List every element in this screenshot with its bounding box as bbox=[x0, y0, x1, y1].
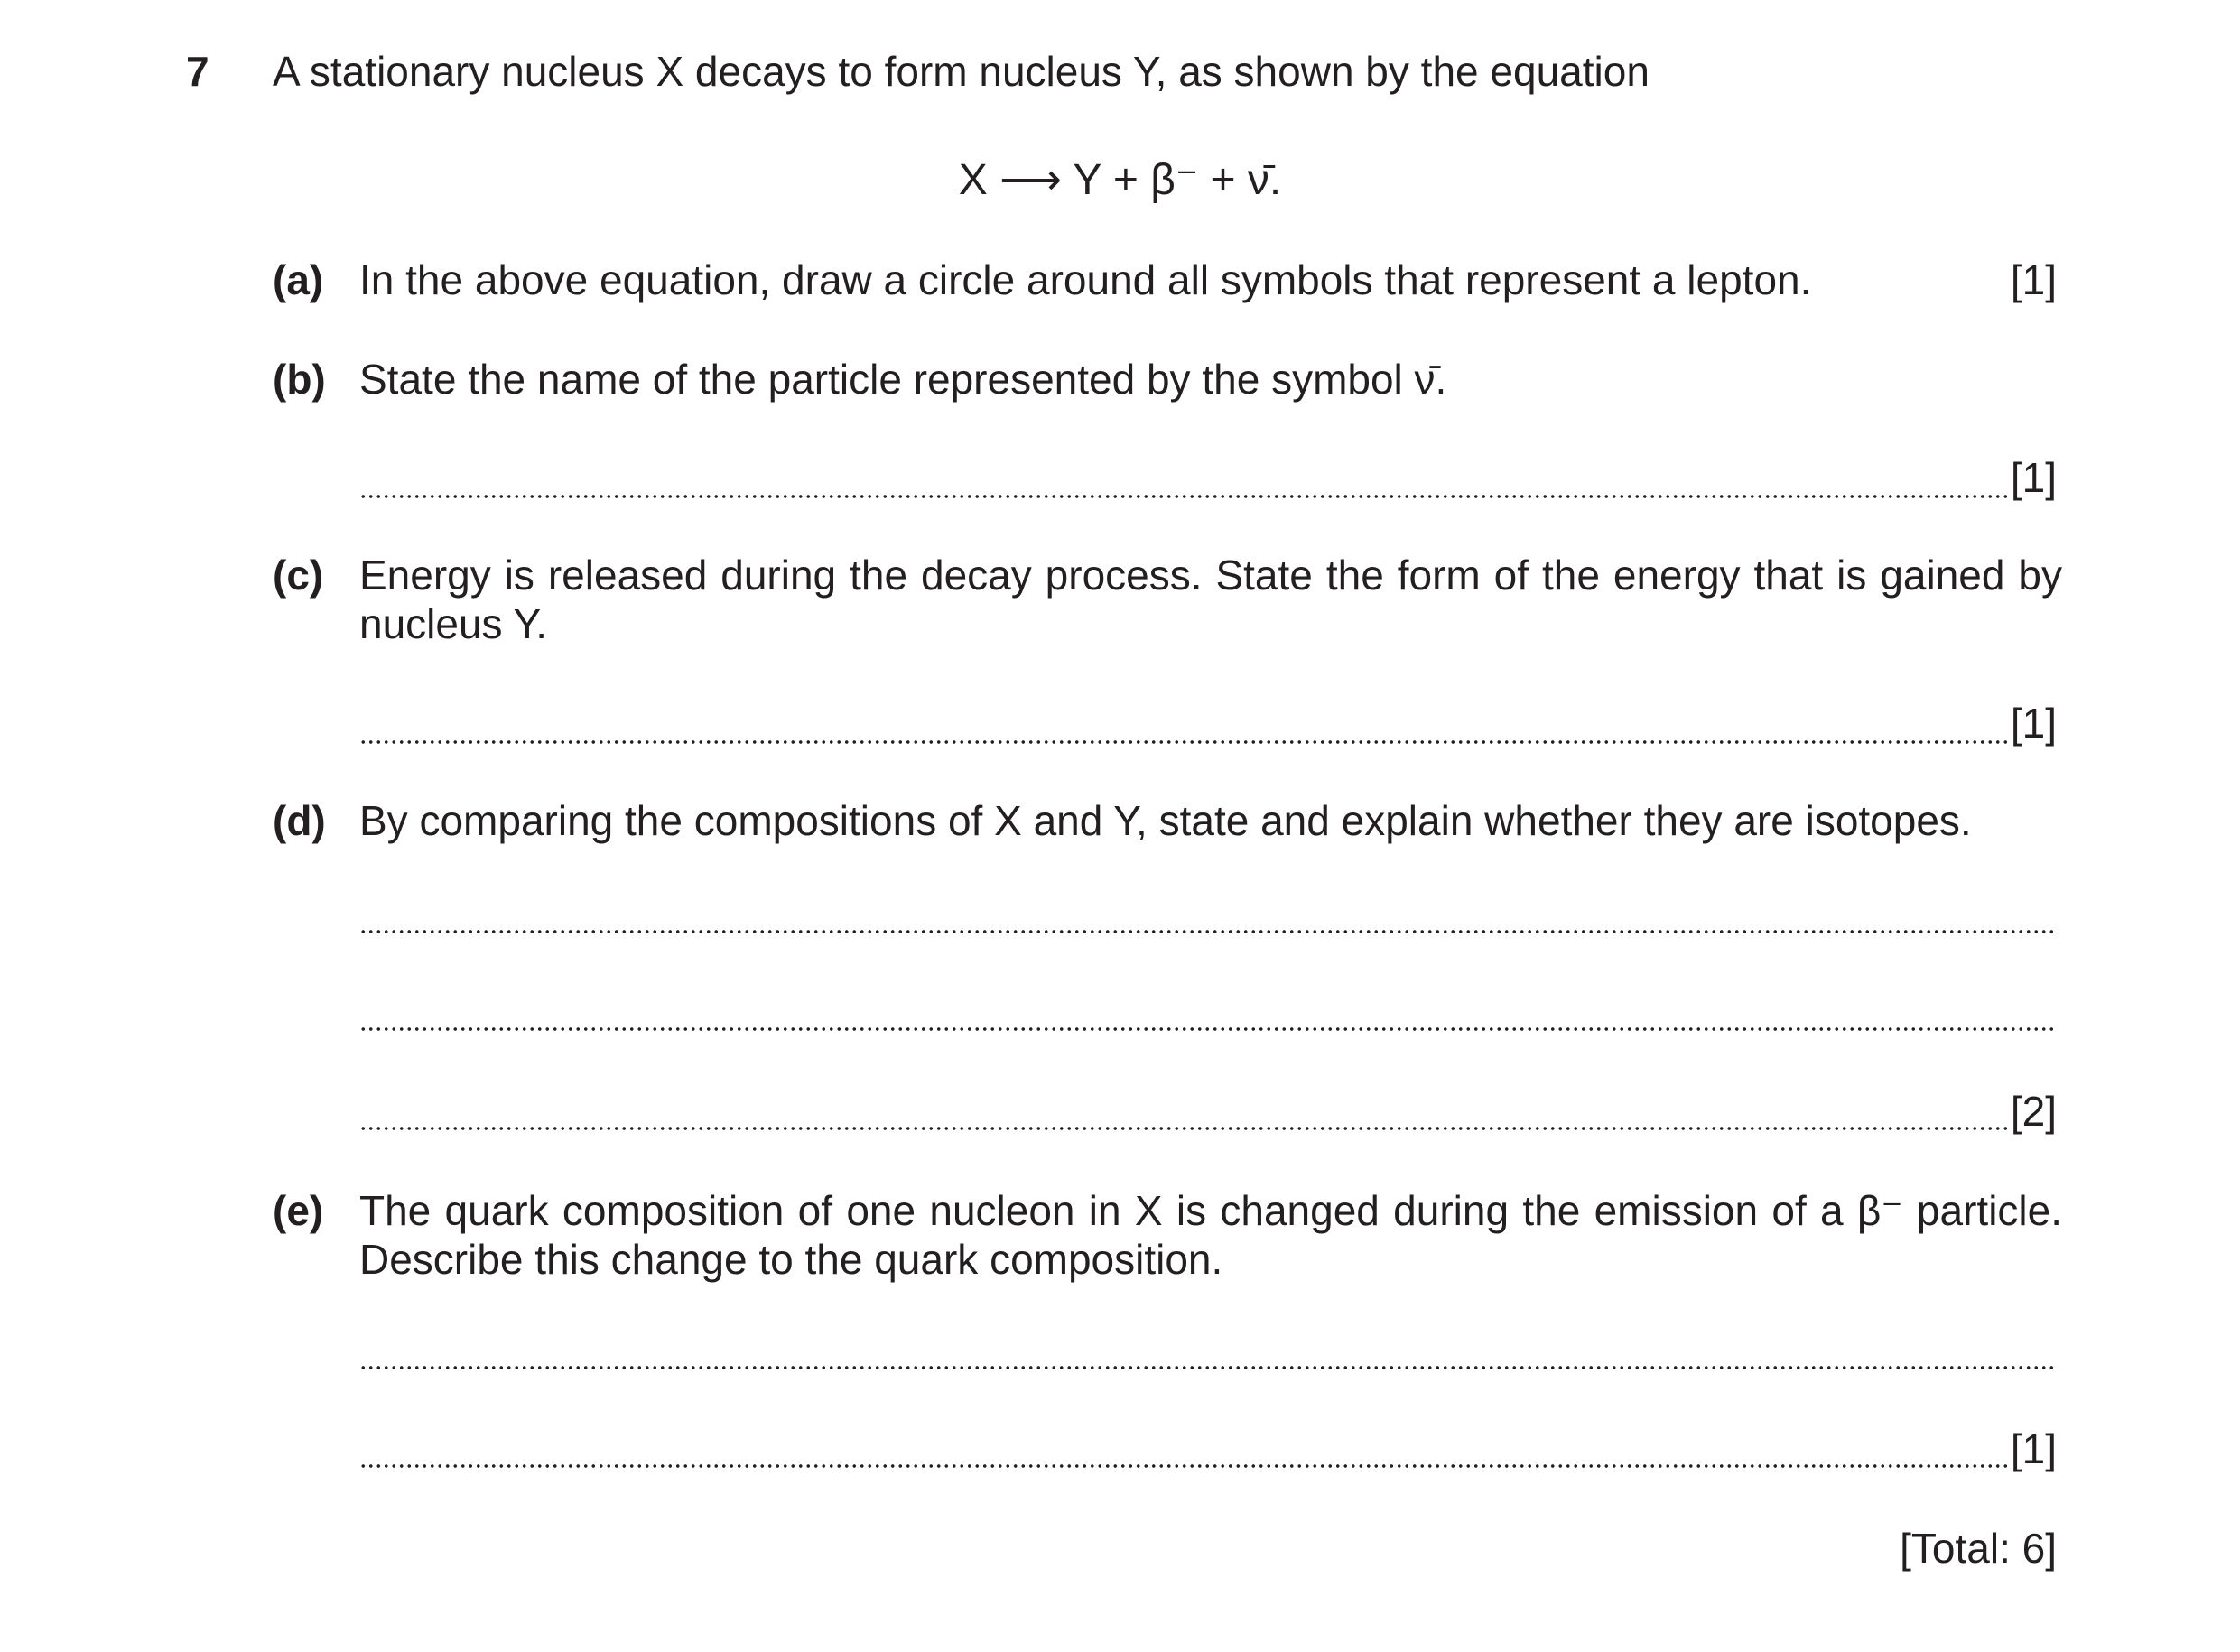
part-a-label: (a) bbox=[273, 256, 324, 303]
answer-line-d1[interactable] bbox=[359, 930, 2057, 933]
answer-line-d2[interactable] bbox=[359, 1027, 2057, 1031]
part-d-marks: [2] bbox=[2010, 1088, 2057, 1135]
answer-line-b[interactable] bbox=[359, 495, 2008, 498]
part-a-text: In the above equation, draw a circle around all symbols that represent a lepton. bbox=[359, 256, 1812, 303]
answer-line-c[interactable] bbox=[359, 740, 2008, 744]
part-c-marks: [1] bbox=[2010, 700, 2057, 747]
answer-line-d3[interactable] bbox=[359, 1127, 2008, 1130]
part-c-text: Energy is released during the decay process. State the form of the energy that is gained by nucleus Y. bbox=[359, 552, 2062, 647]
part-d-text: By comparing the compositions of X and Y, state and explain whether they are isotopes. bbox=[359, 797, 1972, 844]
part-e-marks: [1] bbox=[2010, 1425, 2057, 1472]
question-number: 7 bbox=[186, 48, 209, 95]
part-e-label: (e) bbox=[273, 1187, 324, 1234]
part-d-label: (d) bbox=[273, 797, 326, 844]
part-e-text: The quark composition of one nucleon in X is changed during the emission of a β⁻ particle. Describe this change to the quark composition. bbox=[359, 1187, 2062, 1283]
part-b-text: State the name of the particle represented by the symbol ν̄. bbox=[359, 356, 1447, 403]
part-a-marks: [1] bbox=[2010, 256, 2057, 303]
total-marks: [Total: 6] bbox=[1900, 1525, 2057, 1572]
part-b-label: (b) bbox=[273, 356, 326, 403]
part-c-label: (c) bbox=[273, 552, 324, 599]
question-stem: A stationary nucleus X decays to form nucleus Y, as shown by the equation bbox=[273, 48, 1650, 95]
part-b-marks: [1] bbox=[2010, 454, 2057, 501]
decay-equation: X ⟶ Y + β⁻ + ν̄. bbox=[958, 156, 1282, 204]
answer-line-e2[interactable] bbox=[359, 1464, 2008, 1468]
answer-line-e1[interactable] bbox=[359, 1366, 2057, 1369]
